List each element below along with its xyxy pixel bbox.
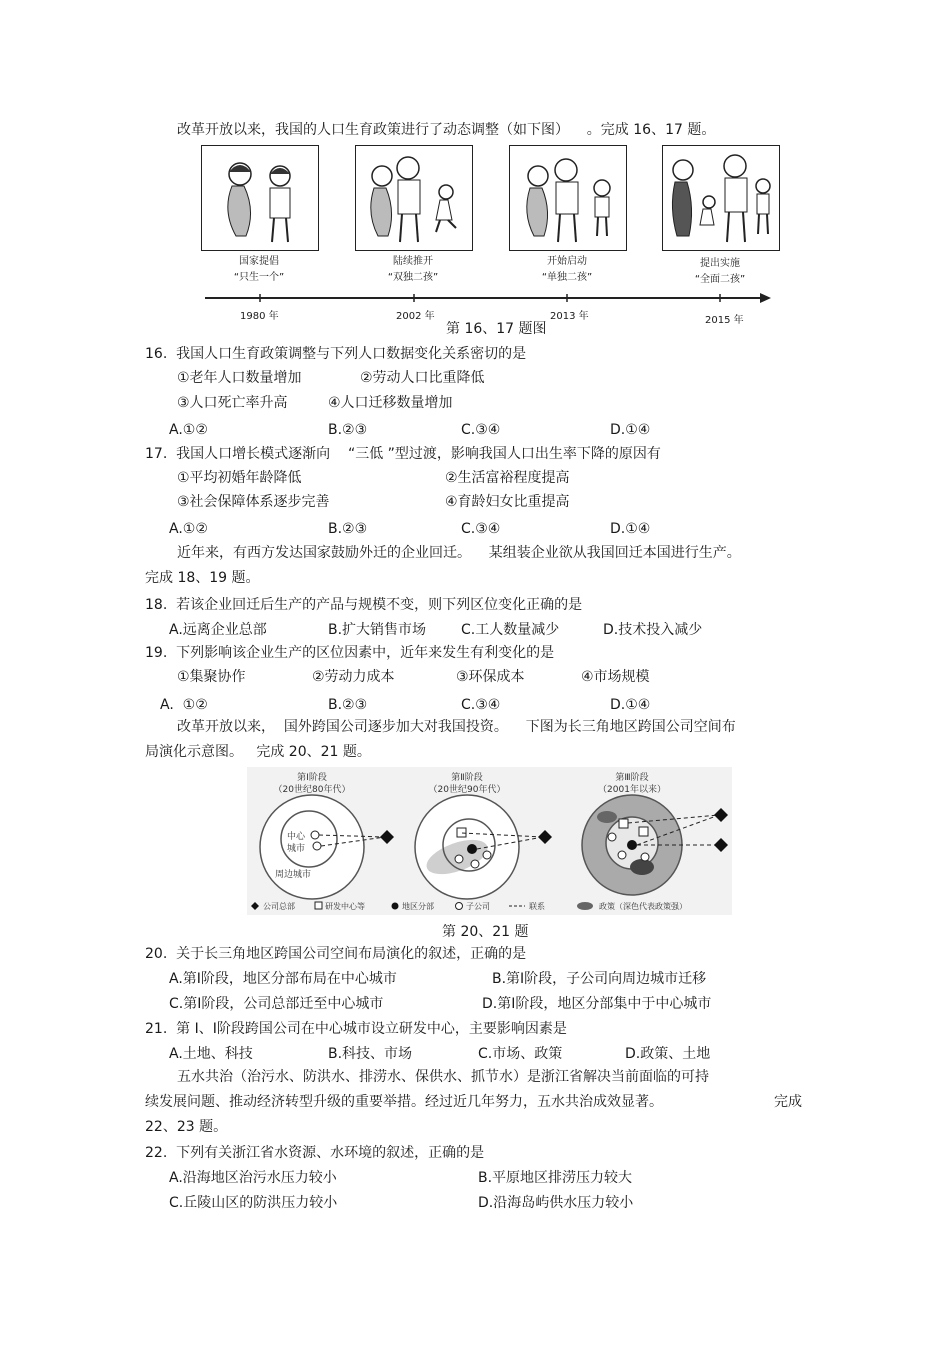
q19-option-1: ①集聚协作	[177, 669, 246, 685]
year-2015: 2015 年	[705, 315, 744, 326]
panel-label-1980	[199, 254, 319, 286]
label-line: 开始启动	[547, 256, 587, 267]
q22-stem: 22. 下列有关浙江省水资源、水环境的叙述，正确的是	[145, 1145, 485, 1161]
q17-option-2: ②生活富裕程度提高	[445, 470, 570, 486]
q18-choice-b[interactable]: B.扩大销售市场	[328, 622, 427, 638]
q20-choice-a[interactable]: A.第Ⅰ阶段，地区分部布局在中心城市	[169, 971, 397, 987]
stage-label: 第Ⅲ阶段	[615, 773, 649, 783]
periphery-city-label: 周边城市	[275, 870, 312, 880]
intro-22-23-line1: 五水共治（治污水、防洪水、排涝水、保供水、抓节水）是浙江省解决当前面临的可持	[177, 1069, 709, 1085]
stage-period: （20世纪90年代）	[428, 785, 506, 795]
q19-stem: 19. 下列影响该企业生产的区位因素中，近年来发生有利变化的是	[145, 645, 555, 661]
q19-choice-c[interactable]: C.③④	[461, 697, 501, 713]
year-2013: 2013 年	[550, 311, 589, 322]
panel-single-only-child	[509, 145, 627, 251]
intro-18-19-line2: 完成 18、19 题。	[145, 570, 260, 586]
q16-stem: 16. 我国人口生育政策调整与下列人口数据变化关系密切的是	[145, 346, 527, 362]
label-line: “只生一个”	[233, 272, 285, 283]
intro-20-21-line2: 局演化示意图。 完成 20、21 题。	[145, 744, 371, 760]
q17-option-3: ③社会保障体系逐步完善	[177, 494, 330, 510]
q18-choice-d[interactable]: D.技术投入减少	[603, 622, 703, 638]
q19-choice-a[interactable]: A. ①②	[160, 697, 208, 713]
q16-choice-c[interactable]: C.③④	[461, 422, 501, 438]
stage-label: 第Ⅱ阶段	[451, 773, 483, 783]
q17-choice-c[interactable]: C.③④	[461, 521, 501, 537]
legend-policy: 政策（深色代表政策强）	[599, 902, 687, 911]
q17-stem: 17. 我国人口增长模式逐渐向 “三低 ”型过渡，影响我国人口出生率下降的原因有	[145, 446, 661, 462]
center-city-label: 中心	[287, 832, 306, 842]
q19-option-2: ②劳动力成本	[312, 669, 395, 685]
panel-label-2013	[507, 254, 627, 286]
legend-hq: 公司总部	[263, 902, 295, 911]
q16-option-2: ②劳动人口比重降低	[360, 370, 485, 386]
q21-choice-b[interactable]: B.科技、市场	[328, 1046, 413, 1062]
legend-rd-center: 研发中心等	[325, 902, 365, 911]
year-2002: 2002 年	[396, 311, 435, 322]
panel-label-2015	[660, 256, 780, 288]
label-line: 陆续推开	[393, 256, 433, 267]
q17-choice-a[interactable]: A.①②	[169, 521, 208, 537]
stage-label: 第Ⅰ阶段	[297, 773, 327, 783]
q18-choice-a[interactable]: A.远离企业总部	[169, 622, 267, 638]
intro-22-23-line2: 续发展问题、推动经济转型升级的重要举措。经过近几年努力，五水共治成效显著。	[145, 1094, 663, 1110]
q20-choice-c[interactable]: C.第Ⅰ阶段，公司总部迁至中心城市	[169, 996, 384, 1012]
intro-18-19-line1: 近年来，有西方发达国家鼓励外迁的企业回迁。 某组装企业欲从我国回迁本国进行生产。	[177, 545, 741, 561]
panel-label-2002	[353, 254, 473, 286]
figure-caption-16-17: 第 16、17 题图	[446, 321, 547, 337]
q16-choice-b[interactable]: B.②③	[328, 422, 368, 438]
figure-caption-20-21: 第 20、21 题	[442, 924, 529, 940]
q20-choice-d[interactable]: D.第Ⅰ阶段，地区分部集中于中心城市	[482, 996, 712, 1012]
stage-period: （20世纪80年代）	[273, 785, 351, 795]
q20-choice-b[interactable]: B.第Ⅰ阶段，子公司向周边城市迁移	[492, 971, 707, 987]
q22-choice-a[interactable]: A.沿海地区治污水压力较小	[169, 1170, 337, 1186]
stage-3-title	[587, 772, 677, 796]
intro-22-23-line3: 22、23 题。	[145, 1119, 228, 1135]
multinational-layout-figure	[247, 767, 732, 915]
panel-double-only-child	[355, 145, 473, 251]
q20-stem: 20. 关于长三角地区跨国公司空间布局演化的叙述，正确的是	[145, 946, 527, 962]
label-line: “单独二孩”	[541, 272, 593, 283]
q16-option-4: ④人口迁移数量增加	[328, 395, 453, 411]
intro-16-17: 改革开放以来，我国的人口生育政策进行了动态调整（如下图） 。完成 16、17 题。	[177, 122, 716, 138]
q21-choice-c[interactable]: C.市场、政策	[478, 1046, 563, 1062]
q16-option-3: ③人口死亡率升高	[177, 395, 288, 411]
q17-choice-d[interactable]: D.①④	[610, 521, 651, 537]
q22-choice-c[interactable]: C.丘陵山区的防洪压力较小	[169, 1195, 338, 1211]
q19-option-3: ③环保成本	[456, 669, 525, 685]
panel-one-child	[201, 145, 319, 251]
intro-22-23-line2-end: 完成	[774, 1094, 802, 1110]
stage-period: （2001年以来）	[598, 785, 666, 795]
q22-choice-d[interactable]: D.沿海岛屿供水压力较小	[478, 1195, 634, 1211]
legend-link: 联系	[529, 902, 545, 911]
legend-regional-branch: 地区分部	[402, 902, 434, 911]
q19-option-4: ④市场规模	[581, 669, 650, 685]
center-city-label-2: 城市	[287, 844, 306, 854]
label-line: 提出实施	[700, 258, 740, 269]
q21-stem: 21. 第 Ⅰ、Ⅰ阶段跨国公司在中心城市设立研发中心，主要影响因素是	[145, 1021, 567, 1037]
q21-choice-a[interactable]: A.土地、科技	[169, 1046, 253, 1062]
stage-1-title	[267, 772, 357, 796]
panel-universal-two-child	[662, 145, 780, 251]
q17-option-1: ①平均初婚年龄降低	[177, 470, 302, 486]
timeline-arrow	[205, 290, 775, 306]
q19-choice-d[interactable]: D.①④	[610, 697, 651, 713]
q16-choice-d[interactable]: D.①④	[610, 422, 651, 438]
q17-choice-b[interactable]: B.②③	[328, 521, 368, 537]
label-line: 国家提倡	[239, 256, 279, 267]
q19-choice-b[interactable]: B.②③	[328, 697, 368, 713]
q22-choice-b[interactable]: B.平原地区排涝压力较大	[478, 1170, 633, 1186]
q18-stem: 18. 若该企业回迁后生产的产品与规模不变，则下列区位变化正确的是	[145, 597, 583, 613]
year-1980: 1980 年	[240, 311, 279, 322]
intro-20-21-line1: 改革开放以来， 国外跨国公司逐步加大对我国投资。 下图为长三角地区跨国公司空间布	[177, 719, 736, 735]
stage-2-title	[422, 772, 512, 796]
q16-option-1: ①老年人口数量增加	[177, 370, 302, 386]
label-line: “双独二孩”	[387, 272, 439, 283]
q21-choice-d[interactable]: D.政策、土地	[625, 1046, 711, 1062]
q16-choice-a[interactable]: A.①②	[169, 422, 208, 438]
label-line: “全面二孩”	[694, 274, 746, 285]
q18-choice-c[interactable]: C.工人数量减少	[461, 622, 560, 638]
legend-subsidiary: 子公司	[466, 902, 490, 911]
q17-option-4: ④育龄妇女比重提高	[445, 494, 570, 510]
